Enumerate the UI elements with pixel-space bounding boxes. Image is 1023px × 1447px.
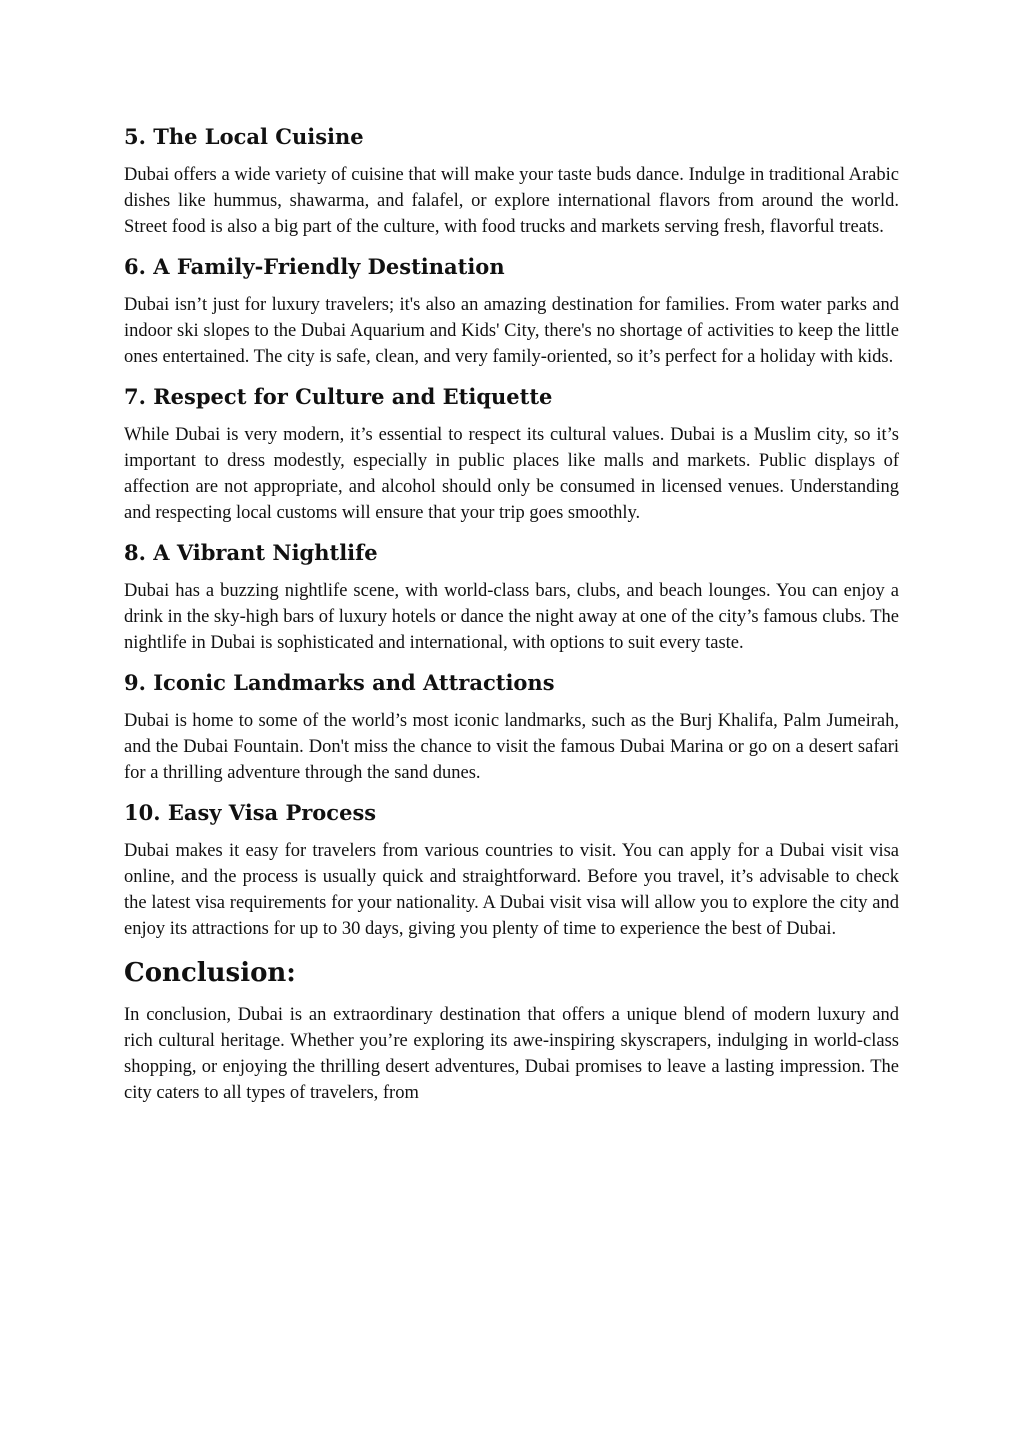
document-page: [124, 122, 899, 1118]
section-9-paragraph: Dubai is home to some of the world’s most iconic landmarks, such as the Burj Khalifa, Palm Jumeirah, and the Dubai Fountain. Don't miss the chance to visit the famous Dubai Marina or go on a desert safari for a thrilling adventure through the sand dunes.: [124, 711, 899, 783]
section-9-heading: 9. Iconic Landmarks and Attractions: [124, 670, 555, 695]
conclusion-paragraph: In conclusion, Dubai is an extraordinary destination that offers a unique blend of modern luxury and rich cultural heritage. Whether you’re exploring its awe-inspiring skyscrapers, indulging in world-class shopping, or enjoying the thrilling desert adventures, Dubai promises to leave a lasting impression. The city caters to all types of travelers, from: [124, 1005, 899, 1103]
section-7-heading: 7. Respect for Culture and Etiquette: [124, 384, 553, 409]
section-5-heading: 5. The Local Cuisine: [124, 124, 364, 149]
section-10-paragraph: Dubai makes it easy for travelers from various countries to visit. You can apply for a Dubai visit visa online, and the process is usually quick and straightforward. Before you travel, it’s advisable to check the latest visa requirements for your nationality. A Dubai visit visa will allow you to explore the city and enjoy its attractions for up to 30 days, giving you plenty of time to experience the best of Dubai.: [124, 841, 899, 939]
section-5-paragraph: Dubai offers a wide variety of cuisine that will make your taste buds dance. Indulge in traditional Arabic dishes like hummus, shawarma, and falafel, or explore international flavors from around the world. Street food is also a big part of the culture, with food trucks and markets serving fresh, flavorful treats.: [124, 165, 899, 237]
section-8-heading: 8. A Vibrant Nightlife: [124, 540, 378, 565]
conclusion-heading: Conclusion:: [124, 958, 296, 988]
section-10-heading: 10. Easy Visa Process: [124, 800, 377, 825]
section-7-paragraph: While Dubai is very modern, it’s essential to respect its cultural values. Dubai is a Muslim city, so it’s important to dress modestly, especially in public places like malls and markets. Public displays of affection are not appropriate, and alcohol should only be consumed in licensed venues. Understanding and respecting local customs will ensure that your trip goes smoothly.: [124, 425, 899, 523]
section-6-heading: 6. A Family-Friendly Destination: [124, 254, 505, 279]
section-8-paragraph: Dubai has a buzzing nightlife scene, with world-class bars, clubs, and beach lounges. You can enjoy a drink in the sky-high bars of luxury hotels or dance the night away at one of the city’s famous clubs. The nightlife in Dubai is sophisticated and international, with options to suit every taste.: [124, 581, 899, 653]
section-6-paragraph: Dubai isn’t just for luxury travelers; it's also an amazing destination for families. From water parks and indoor ski slopes to the Dubai Aquarium and Kids' City, there's no shortage of activities to keep the little ones entertained. The city is safe, clean, and very family-oriented, so it’s perfect for a holiday with kids.: [124, 295, 899, 367]
